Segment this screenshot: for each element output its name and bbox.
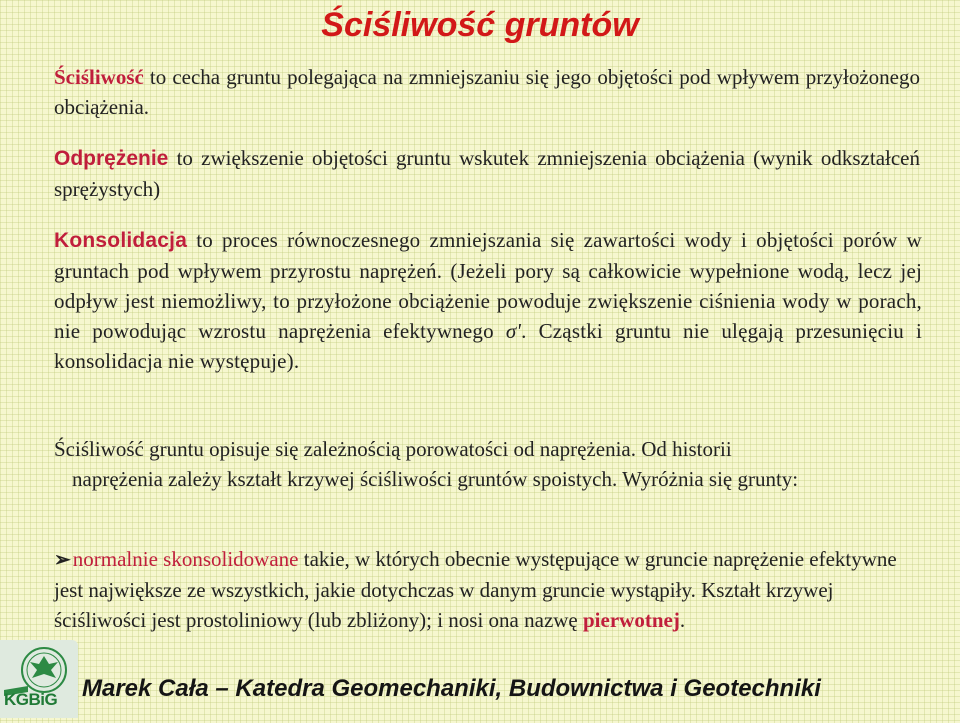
term-relaxation: Odprężenie <box>54 147 169 170</box>
logo-text: KGBiG <box>4 690 58 709</box>
term-consolidation: Konsolidacja <box>54 229 188 252</box>
arrow-bullet-icon: ➢ <box>54 549 71 571</box>
term-primary: pierwotnej <box>583 608 680 632</box>
kgbig-logo <box>0 640 78 718</box>
description-line-1: Ściśliwość gruntu opisuje się zależnością porowatości od naprężenia. Od historii <box>54 437 732 461</box>
definition-consolidation-end: . Cząstki gruntu nie ulęgają przesunięciu i konsolidacja nie występuje). <box>54 319 923 373</box>
bullet-text: takie, w których obecnie występujące w gruncie naprężenie efektywne jest największe ze wszystkich, jakie dotychczas w danym gruncie wystąpiły. Kształt krzywej ściśliwości jest prostoliniowy (lub zbliżony); i nosi ona nazwę <box>54 547 897 632</box>
slide-title: Ściśliwość gruntów <box>321 6 639 44</box>
bullet-end: . <box>679 608 686 632</box>
definition-consolidation: to proces równoczesnego zmniejszania się zawartości wody i objętości porów w gruntach pod wpływem przyrostu naprężeń. (Jeżeli pory są całkowicie wypełnione wodą, lecz jej odpływ jest niemożliwy, to przyłożone obciążenie powoduje zwiększenie ciśnienia wody w porach, nie powodując wzrostu naprężenia efektywnego <box>54 228 922 343</box>
bullet-normally-consolidated <box>54 544 920 635</box>
footer-author: Marek Cała – Katedra Geomechaniki, Budownictwa i Geotechniki <box>82 675 821 702</box>
paragraph-consolidation <box>54 225 922 376</box>
paragraph-compressibility-description <box>54 434 920 494</box>
definition-compressibility: to cecha gruntu polegająca na zmniejszaniu się jego objętości pod wpływem przyłożonego obciążenia. <box>54 65 920 119</box>
paragraph-relaxation <box>54 143 920 204</box>
term-compressibility: Ściśliwość <box>54 65 144 89</box>
paragraph-compressibility <box>54 62 920 122</box>
sigma-symbol: σ' <box>505 319 522 343</box>
term-normally-consolidated: normalnie skonsolidowane <box>72 547 299 571</box>
definition-relaxation: to zwiększenie objętości gruntu wskutek zmniejszenia obciążenia (wynik odkształceń sprężystych) <box>54 146 920 201</box>
description-rest: naprężenia zależy kształt krzywej ściśliwości gruntów spoistych. Wyróżnia się grunty: <box>72 467 799 491</box>
